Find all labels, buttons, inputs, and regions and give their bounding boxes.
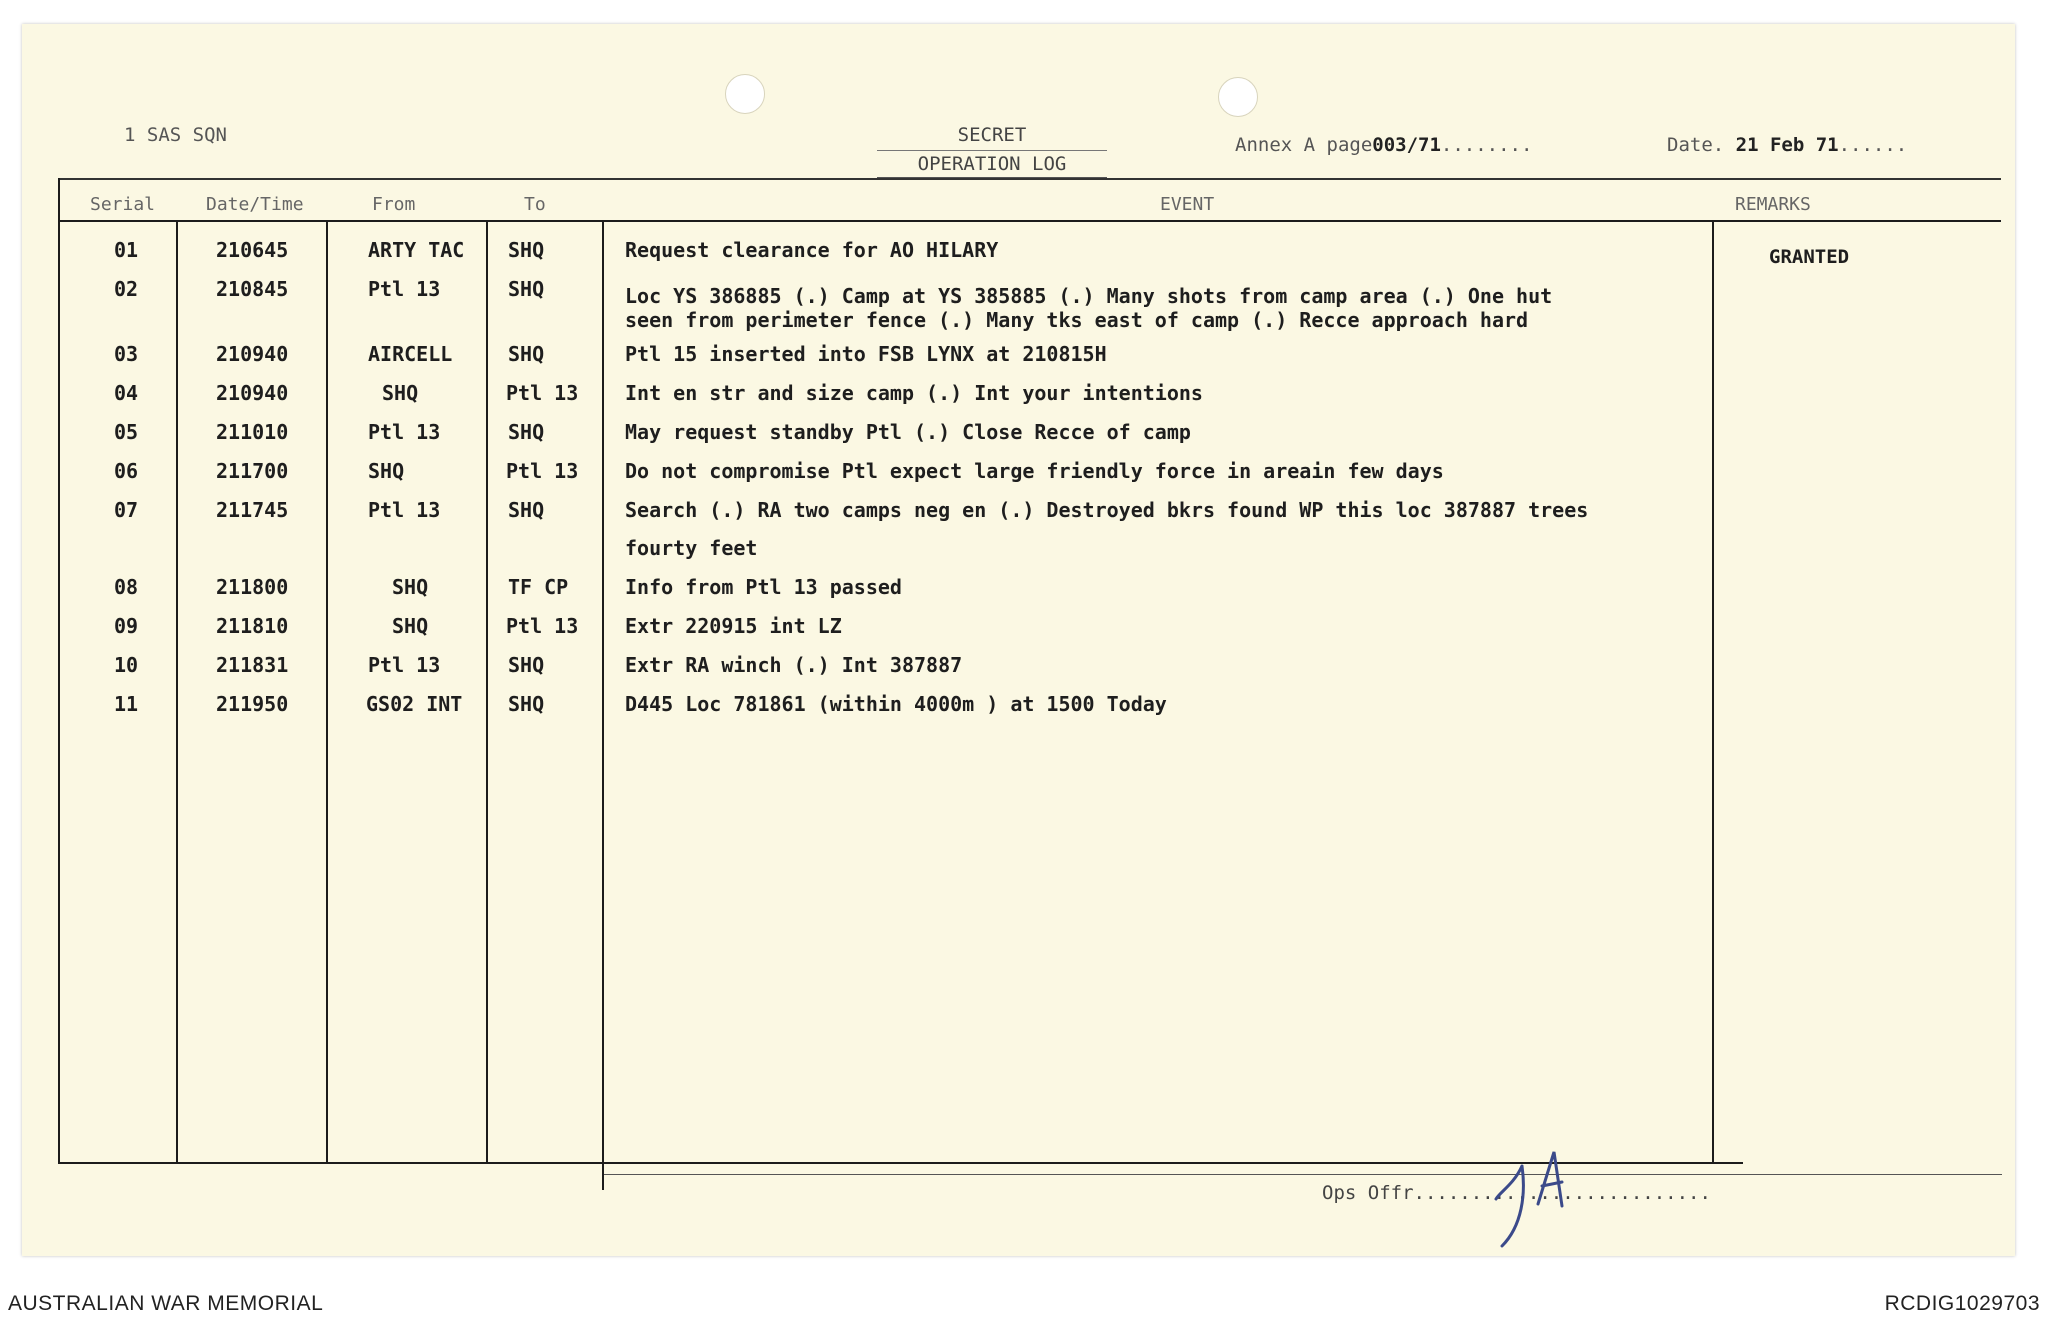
table-row-to: SHQ [508,420,545,444]
table-row-to: SHQ [508,498,545,522]
table-row-serial: 06 [114,459,139,483]
table-row-from: SHQ [382,381,419,405]
table-row-to: TF CP [508,575,569,599]
table-row-datetime: 211810 [216,614,289,638]
table-row-event: D445 Loc 781861 (within 4000m ) at 1500 Today [625,692,1167,716]
log-sheet [22,24,2015,1256]
table-row-event-continued: fourty feet [625,536,758,560]
table-row-event: Request clearance for AO HILARY [625,238,999,262]
table-row-event: Loc YS 386885 (.) Camp at YS 385885 (.) Many shots from camp area (.) One hut [625,284,1553,308]
table-row-to: Ptl 13 [506,614,579,638]
footer-rule [602,1174,2002,1175]
table-row-datetime: 211831 [216,653,289,677]
col-head-remarks: REMARKS [1735,194,1811,215]
table-row-from: SHQ [392,614,429,638]
table-row-serial: 05 [114,420,139,444]
col-border-left [58,178,60,1164]
table-row-datetime: 211800 [216,575,289,599]
table-row-datetime: 211700 [216,459,289,483]
table-row-to: SHQ [508,238,545,262]
col-head-serial: Serial [90,194,156,215]
table-row-to: Ptl 13 [506,381,579,405]
table-row-from: Ptl 13 [368,277,441,301]
table-row-serial: 03 [114,342,139,366]
table-row-datetime: 210940 [216,342,289,366]
table-row-serial: 10 [114,653,139,677]
table-row-to: SHQ [508,653,545,677]
table-row-datetime: 211745 [216,498,289,522]
table-row-event: Extr RA winch (.) Int 387887 [625,653,963,677]
table-row-to: Ptl 13 [506,459,579,483]
table-row-event-continued: seen from perimeter fence (.) Many tks east of camp (.) Recce approach hard [625,308,1529,332]
table-row-serial: 04 [114,381,139,405]
annex-value: 003/71 [1372,134,1441,156]
col-head-to: To [524,194,546,215]
date-dots: ...... [1838,134,1908,156]
table-row-from: Ptl 13 [368,420,441,444]
punch-hole-left [725,74,765,114]
table-row-serial: 11 [114,692,139,716]
col-divider-datetime [326,220,328,1164]
annex-dots: ........ [1440,134,1533,156]
table-row-datetime: 211010 [216,420,289,444]
table-row-datetime: 210645 [216,238,289,262]
table-row-serial: 02 [114,277,139,301]
classification: SECRET [957,124,1027,146]
table-row-serial: 07 [114,498,139,522]
table-row-from: Ptl 13 [368,653,441,677]
annex-label: Annex A page [1235,134,1373,156]
annex-field [1235,134,1532,156]
table-row-event: Int en str and size camp (.) Int your intentions [625,381,1203,405]
table-row-from: ARTY TAC [368,238,465,262]
table-row-from: AIRCELL [368,342,453,366]
col-divider-serial [176,220,178,1164]
archive-credit: AUSTRALIAN WAR MEMORIAL [8,1292,324,1315]
table-row-to: SHQ [508,277,545,301]
table-row-event: Extr 220915 int LZ [625,614,842,638]
table-bottom-rule [58,1162,1743,1164]
col-divider-from [486,220,488,1164]
ops-officer-label: Ops Offr [1322,1182,1414,1204]
archive-reference: RCDIG1029703 [1884,1292,2040,1315]
table-row-datetime: 210845 [216,277,289,301]
ops-officer-dots: .......................... [1413,1182,1711,1204]
col-head-datetime: Date/Time [206,194,304,215]
col-divider-event [1712,220,1714,1164]
table-row-remarks: GRANTED [1769,246,1850,268]
table-row-datetime: 210940 [216,381,289,405]
document-title: OPERATION LOG [877,150,1107,179]
col-head-from: From [372,194,416,215]
table-row-serial: 09 [114,614,139,638]
date-field: Date. 21 Feb 71...... [1667,134,1908,156]
table-row-from: GS02 INT [366,692,463,716]
date-value: 21 Feb 71 [1735,134,1839,156]
table-row-datetime: 211950 [216,692,289,716]
table-row-from: Ptl 13 [368,498,441,522]
table-row-event: Do not compromise Ptl expect large friendly force in areain few days [625,459,1444,483]
table-row-event: May request standby Ptl (.) Close Recce of camp [625,420,1191,444]
col-head-event: EVENT [1160,194,1215,215]
punch-hole-right [1218,77,1258,117]
table-row-to: SHQ [508,342,545,366]
table-row-from: SHQ [392,575,429,599]
unit-label: 1 SAS SQN [124,124,227,146]
handwritten-signature [1492,1144,1602,1254]
table-row-event: Ptl 15 inserted into FSB LYNX at 210815H [625,342,1107,366]
date-label: Date [1667,134,1713,156]
table-row-serial: 01 [114,238,139,262]
header-bottom-rule [58,220,2001,222]
table-row-serial: 08 [114,575,139,599]
table-top-rule [58,178,2001,180]
col-divider-to [602,220,604,1190]
table-row-to: SHQ [508,692,545,716]
table-row-from: SHQ [368,459,405,483]
table-row-event: Search (.) RA two camps neg en (.) Destroyed bkrs found WP this loc 387887 trees [625,498,1589,522]
table-row-event: Info from Ptl 13 passed [625,575,902,599]
